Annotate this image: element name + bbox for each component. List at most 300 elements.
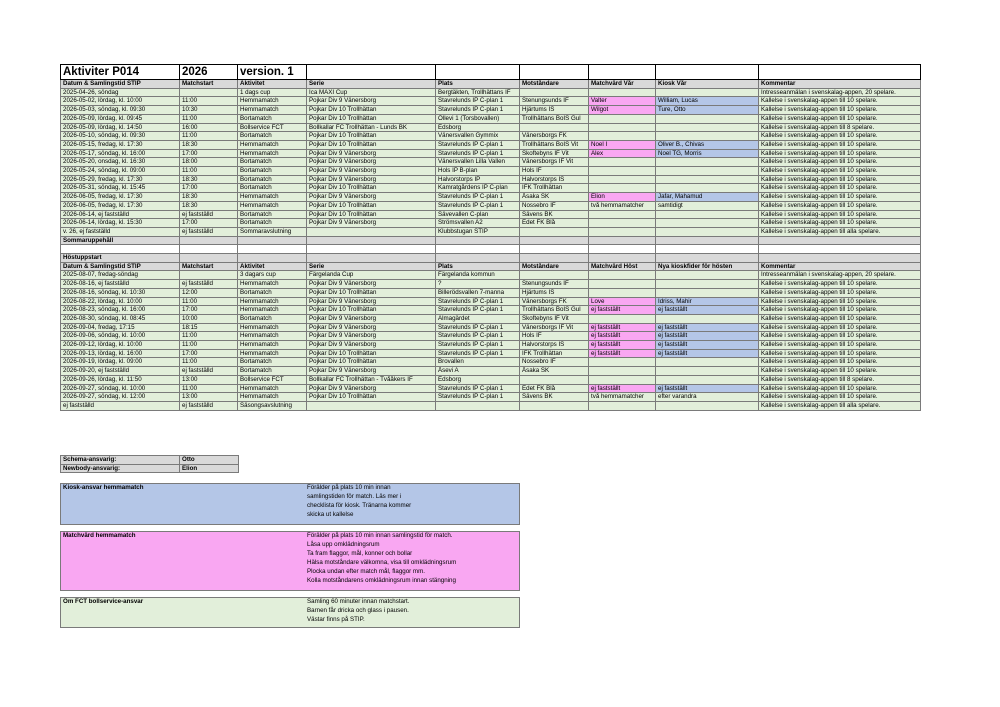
venue-cell: ? [436,280,520,289]
empty-cell [61,245,180,254]
comment-cell: Kallelse i svenskalag-appen till alla spelare. [759,227,921,236]
series-cell: Pojkar Div 10 Trollhättan [307,393,436,402]
date-cell: 2026-05-31, söndag, kl. 15:45 [61,184,180,193]
column-header: Kommentar [759,80,921,89]
activity-cell: Hemmamatch [238,306,307,315]
matchvard-cell [589,219,656,228]
matchstart-cell: 11:00 [180,341,238,350]
date-cell: 2026-08-16, ej fastställd [61,280,180,289]
matchvard-box-title: Matchvärd hemmamatch [63,532,136,539]
table-row [61,314,921,323]
responsible-row [61,456,239,465]
info-line: checklista för kiosk. Tränarna kommer [307,501,412,509]
opponent-cell: Skoftebyns IF Vit [520,314,589,323]
activity-cell: Hemmamatch [238,349,307,358]
matchstart-cell: ej fastställd [180,280,238,289]
title-cell-empty [436,65,520,80]
kiosk-cell [656,358,759,367]
opponent-cell: Nossebro IF [520,358,589,367]
table-row [61,384,921,393]
table-row [61,271,921,280]
opponent-cell: Hols IF [520,332,589,341]
activity-cell: Hemmamatch [238,323,307,332]
table-row [61,219,921,228]
matchstart-cell: 10:30 [180,106,238,115]
matchvard-cell: två hemmamatcher [589,393,656,402]
matchstart-cell: 13:00 [180,393,238,402]
summer-break-row [61,236,921,245]
opponent-cell: Halvorstorps IS [520,341,589,350]
activity-cell: Bortamatch [238,367,307,376]
table-row [61,297,921,306]
kiosk-cell [656,219,759,228]
comment-cell: Kallelse i svenskalag-appen till 8 spelare. [759,375,921,384]
venue-cell: Stavrelunds IP C-plan 1 [436,201,520,210]
kiosk-cell [656,88,759,97]
venue-cell: Bergtäkten, Trollhättans IF [436,88,520,97]
empty-cell [589,236,656,245]
venue-cell: Stavrelunds IP C-plan 1 [436,193,520,202]
date-cell: 2026-08-22, lördag, kl. 10:00 [61,297,180,306]
table-row [61,88,921,97]
table-row [61,402,921,411]
kiosk-cell [656,402,759,411]
matchvard-cell [589,288,656,297]
venue-cell: Edsborg [436,375,520,384]
table-row [61,193,921,202]
activity-cell: Bortamatch [238,114,307,123]
comment-cell: Kallelse i svenskalag-appen till 10 spelare. [759,97,921,106]
info-line: Förälder på plats 10 min innan samlingstid för match. [307,532,453,539]
title-cell-empty [589,65,656,80]
comment-cell: Kallelse i svenskalag-appen till 10 spelare. [759,280,921,289]
table-row [61,210,921,219]
date-cell: 2026-05-20, onsdag, kl. 16:30 [61,158,180,167]
sheet-year: 2026 [180,65,238,80]
activity-cell: Hemmamatch [238,332,307,341]
opponent-cell: Nossebro IF [520,201,589,210]
activity-cell: Hemmamatch [238,140,307,149]
activity-cell: Bortamatch [238,210,307,219]
table-row [61,201,921,210]
matchstart-cell: 11:00 [180,167,238,176]
series-cell: Pojkar Div 9 Vänersborg [307,332,436,341]
matchstart-cell: ej fastställd [180,210,238,219]
series-cell: Pojkar Div 9 Vänersborg [307,384,436,393]
matchvard-cell: ej fastställt [589,341,656,350]
matchstart-cell [180,88,238,97]
matchstart-cell: 16:00 [180,123,238,132]
matchstart-cell: 17:00 [180,149,238,158]
matchvard-cell: ej fastställt [589,332,656,341]
matchvard-info-box [60,531,520,591]
venue-cell: Stavrelunds IP C-plan 1 [436,306,520,315]
activity-cell: Bortamatch [238,184,307,193]
matchvard-cell [589,175,656,184]
kiosk-cell: Jafar, Mahamud [656,193,759,202]
responsible-row [61,464,239,473]
opponent-cell: Skoftebyns IF Vit [520,149,589,158]
matchstart-cell: 17:00 [180,219,238,228]
matchvard-cell [589,375,656,384]
kiosk-cell [656,210,759,219]
series-cell: Pojkar Div 10 Trollhättan [307,210,436,219]
opponent-cell: Edet FK Blå [520,384,589,393]
responsible-name: Elion [180,464,239,473]
opponent-cell [520,375,589,384]
matchvard-cell [589,132,656,141]
kiosk-cell [656,167,759,176]
sheet-title: Aktiviter P014 [61,65,180,80]
activity-cell: Hemmamatch [238,97,307,106]
matchstart-cell: 11:00 [180,384,238,393]
column-header: Datum & Samlingstid STIP [61,80,180,89]
venue-cell: Stavrelunds IP C-plan 1 [436,106,520,115]
comment-cell: Kallelse i svenskalag-appen till 10 spelare. [759,132,921,141]
info-line: Förälder på plats 10 min innan [307,484,391,491]
matchvard-cell: Noel I [589,140,656,149]
opponent-cell: IFK Trollhättan [520,184,589,193]
column-header: Serie [307,262,436,271]
date-cell: 2026-05-02, lördag, kl. 10:00 [61,97,180,106]
date-cell: 2026-09-13, lördag, kl. 16:00 [61,349,180,358]
info-line: Låsa upp omklädningsrum [307,540,380,548]
venue-cell: Billerödsvallen 7-manna [436,288,520,297]
empty-cell [520,236,589,245]
matchvard-cell: två hemmamatcher [589,201,656,210]
activity-cell: Hemmamatch [238,193,307,202]
matchstart-cell: 18:15 [180,323,238,332]
opponent-cell [520,123,589,132]
kiosk-cell [656,184,759,193]
activity-cell: Hemmamatch [238,297,307,306]
table-row [61,375,921,384]
table-row [61,149,921,158]
matchstart-cell: 11:00 [180,114,238,123]
opponent-cell: Åsaka SK [520,367,589,376]
table-row [61,227,921,236]
venue-cell: Stavrelunds IP C-plan 1 [436,393,520,402]
venue-cell: Färgelanda kommun [436,271,520,280]
date-cell: 2026-09-20, ej fastställd [61,367,180,376]
series-cell: Pojkar Div 9 Vänersborg [307,367,436,376]
matchvard-cell [589,280,656,289]
series-cell [307,402,436,411]
activity-cell: Säsongsavslutning [238,402,307,411]
date-cell: ej fastställd [61,402,180,411]
venue-cell: Brovallen [436,358,520,367]
opponent-cell: Stenungsunds IF [520,97,589,106]
activity-cell: Hemmamatch [238,280,307,289]
kiosk-cell [656,280,759,289]
responsibles-table [60,455,239,473]
info-line: Kolla motståndarens omklädningsrum innan stängning [307,576,456,584]
opponent-cell: Åsaka SK [520,193,589,202]
summer-break-label: Sommaruppehåll [61,236,180,245]
matchvard-cell [589,271,656,280]
series-cell: Pojkar Div 10 Trollhättan [307,288,436,297]
empty-cell [238,236,307,245]
matchvard-cell [589,167,656,176]
matchvard-cell: Valter [589,97,656,106]
matchvard-cell: ej fastställt [589,323,656,332]
activity-cell: Bortamatch [238,219,307,228]
kiosk-cell [656,158,759,167]
date-cell: 2026-05-10, söndag, kl. 09:30 [61,132,180,141]
kiosk-cell: Idriss, Mahir [656,297,759,306]
matchstart-cell: ej fastställd [180,367,238,376]
matchvard-cell: ej fastställt [589,306,656,315]
sheet-version: version. 1 [238,65,307,80]
comment-cell: Kallelse i svenskalag-appen till 10 spelare. [759,288,921,297]
matchvard-cell [589,88,656,97]
date-cell: 2026-06-05, fredag, kl. 17:30 [61,201,180,210]
empty-cell [238,245,307,254]
matchvard-cell: ej fastställt [589,349,656,358]
empty-cell [307,245,436,254]
series-cell: Färgelanda Cup [307,271,436,280]
date-cell: 2026-06-14, lördag, kl. 15:30 [61,219,180,228]
column-header: Matchstart [180,262,238,271]
series-cell: Pojkar Div 9 Vänersborg [307,280,436,289]
venue-cell: Halvorstorps IP [436,175,520,184]
series-cell: Pojkar Div 10 Trollhättan [307,106,436,115]
activity-cell: Bortamatch [238,132,307,141]
activity-cell: Bortamatch [238,167,307,176]
table-row [61,175,921,184]
activity-cell: Bortamatch [238,288,307,297]
kiosk-cell: William, Lucas [656,97,759,106]
empty-cell [307,236,436,245]
date-cell: 2026-09-12, lördag, kl. 10:00 [61,341,180,350]
activity-cell: Hemmamatch [238,341,307,350]
series-cell: Pojkar Div 9 Vänersborg [307,314,436,323]
opponent-cell: Hjärtums IS [520,106,589,115]
activity-cell: Bortamatch [238,175,307,184]
kiosk-cell: ej fastställt [656,306,759,315]
empty-cell [759,254,921,263]
column-header: Matchvärd Vår [589,80,656,89]
kiosk-cell: Noel TG, Morris [656,149,759,158]
opponent-cell [520,227,589,236]
activity-cell: Hemmamatch [238,106,307,115]
venue-cell: Stavrelunds IP C-plan 1 [436,341,520,350]
matchstart-cell: 11:00 [180,297,238,306]
comment-cell: Kallelse i svenskalag-appen till 10 spelare. [759,219,921,228]
series-cell: Pojkar Div 10 Trollhättan [307,140,436,149]
comment-cell: Kallelse i svenskalag-appen till 10 spelare. [759,140,921,149]
venue-cell: Stavrelunds IP C-plan 1 [436,323,520,332]
series-cell: Pojkar Div 9 Vänersborg [307,193,436,202]
matchstart-cell: 18:00 [180,158,238,167]
comment-cell: Kallelse i svenskalag-appen till 10 spelare. [759,306,921,315]
comment-cell: Kallelse i svenskalag-appen till 10 spelare. [759,114,921,123]
date-cell: 2026-05-29, fredag, kl. 17:30 [61,175,180,184]
series-cell: Pojkar Div 9 Vänersborg [307,167,436,176]
venue-cell: Åsevi A [436,367,520,376]
table-row [61,358,921,367]
date-cell: 2026-08-16, söndag, kl. 10:30 [61,288,180,297]
opponent-cell: Edet FK Blå [520,219,589,228]
kiosk-cell: ej fastställt [656,332,759,341]
comment-cell: Kallelse i svenskalag-appen till 10 spelare. [759,358,921,367]
comment-cell: Kallelse i svenskalag-appen till 10 spelare. [759,314,921,323]
date-cell: 2026-09-06, söndag, kl. 10:00 [61,332,180,341]
matchvard-cell: Alex [589,149,656,158]
comment-cell: Kallelse i svenskalag-appen till 10 spelare. [759,210,921,219]
series-cell: Pojkar Div 9 Vänersborg [307,158,436,167]
date-cell: 2026-05-24, söndag, kl. 09:00 [61,167,180,176]
series-cell: Pojkar Div 9 Vänersborg [307,97,436,106]
matchstart-cell: 17:00 [180,349,238,358]
venue-cell: Stavrelunds IP C-plan 1 [436,140,520,149]
bollservice-box-title: Om FCT bollservice-ansvar [63,598,144,605]
column-header: Kiosk Vår [656,80,759,89]
date-cell: 2026-09-27, söndag, kl. 10:00 [61,384,180,393]
series-cell: Pojkar Div 10 Trollhättan [307,358,436,367]
series-cell: Pojkar Div 9 Vänersborg [307,219,436,228]
date-cell: v. 26, ej fastställd [61,227,180,236]
comment-cell: Kallelse i svenskalag-appen till 10 spelare. [759,323,921,332]
kiosk-cell: efter varandra [656,393,759,402]
opponent-cell: IFK Trollhättan [520,349,589,358]
column-header: Matchvärd Höst [589,262,656,271]
matchstart-cell: 11:00 [180,132,238,141]
date-cell: 2025-04-26, söndag [61,88,180,97]
activity-sheet [60,64,921,411]
table-header-row [61,262,921,271]
table-row [61,114,921,123]
comment-cell: Kallelse i svenskalag-appen till 10 spelare. [759,184,921,193]
comment-cell: Kallelse i svenskalag-appen till 10 spelare. [759,384,921,393]
empty-cell [520,254,589,263]
venue-cell: Strömsvallen A2 [436,219,520,228]
kiosk-cell: Ture, Otto [656,106,759,115]
date-cell: 2026-09-26, lördag, kl. 11:50 [61,375,180,384]
empty-cell [589,245,656,254]
date-cell: 2026-05-15, fredag, kl. 17:30 [61,140,180,149]
bollservice-box-lines [307,598,410,625]
column-header: Plats [436,262,520,271]
opponent-cell: Sävens BK [520,393,589,402]
kiosk-cell [656,375,759,384]
column-header: Plats [436,80,520,89]
info-line: Barnen får dricka och glass i pausen. [307,606,409,614]
venue-cell: Klubbstugan STIP [436,227,520,236]
series-cell: Pojkar Div 10 Trollhättan [307,114,436,123]
empty-cell [307,254,436,263]
comment-cell: Kallelse i svenskalag-appen till 10 spelare. [759,367,921,376]
opponent-cell: Vänersborgs IF Vit [520,323,589,332]
matchvard-cell [589,314,656,323]
table-row [61,280,921,289]
comment-cell: Kallelse i svenskalag-appen till 8 spelare. [759,123,921,132]
kiosk-cell: ej fastställt [656,384,759,393]
matchvard-cell [589,210,656,219]
date-cell: 2026-05-09, lördag, kl. 14:50 [61,123,180,132]
matchvard-cell [589,358,656,367]
venue-cell: Kamratgårdens IP C-plan [436,184,520,193]
date-cell: 2026-06-05, fredag, kl. 17:30 [61,193,180,202]
series-cell: Pojkar Div 9 Vänersborg [307,149,436,158]
matchstart-cell: 10:00 [180,314,238,323]
date-cell: 2025-08-07, fredag-söndag [61,271,180,280]
kiosk-cell [656,123,759,132]
activity-cell: 1 dags cup [238,88,307,97]
kiosk-cell: ej fastställt [656,323,759,332]
empty-cell [436,236,520,245]
kiosk-cell [656,367,759,376]
kiosk-box-title: Kiosk-ansvar hemmamatch [63,484,144,491]
title-cell-empty [307,65,436,80]
comment-cell: Kallelse i svenskalag-appen till 10 spelare. [759,349,921,358]
venue-cell: Hols IP B-plan [436,167,520,176]
matchstart-cell: 18:30 [180,140,238,149]
matchstart-cell: 17:00 [180,184,238,193]
empty-cell [436,245,520,254]
title-row [61,65,921,80]
venue-cell: Almagärdet [436,314,520,323]
kiosk-cell [656,227,759,236]
venue-cell: Vänersvallen Lilla Vallen [436,158,520,167]
empty-cell [656,254,759,263]
activity-cell: Hemmamatch [238,201,307,210]
matchstart-cell: 13:00 [180,375,238,384]
table-row [61,167,921,176]
comment-cell: Intresseanmälan i svenskalag-appen, 20 spelare. [759,88,921,97]
column-header: Datum & Samlingstid STIP [61,262,180,271]
column-header: Matchstart [180,80,238,89]
info-line: Ta fram flaggor, mål, konner och bollar [307,549,413,557]
kiosk-cell: ej fastställt [656,349,759,358]
matchstart-cell: ej fastställd [180,402,238,411]
activity-cell: Bortamatch [238,158,307,167]
activity-cell: Bollservice FCT [238,123,307,132]
comment-cell: Kallelse i svenskalag-appen till 10 spelare. [759,149,921,158]
venue-cell: Stavrelunds IP C-plan 1 [436,349,520,358]
opponent-cell: Trollhättans BoIS Gul [520,114,589,123]
matchvard-cell [589,114,656,123]
venue-cell: Stavrelunds IP C-plan 1 [436,384,520,393]
info-line: Västar finns på STIP. [307,615,365,623]
table-row [61,106,921,115]
table-row [61,332,921,341]
table-row [61,123,921,132]
responsible-name: Otto [180,456,239,465]
empty-cell [759,245,921,254]
matchstart-cell: 11:00 [180,332,238,341]
matchstart-cell: 18:30 [180,175,238,184]
date-cell: 2026-06-14, ej fastställd [61,210,180,219]
series-cell: Bollkallar FC Trollhättan - Tvååkers IF [307,375,436,384]
matchstart-cell: ej fastställd [180,227,238,236]
activity-cell: Bortamatch [238,314,307,323]
opponent-cell [520,271,589,280]
spacer-row [61,245,921,254]
date-cell: 2026-05-03, söndag, kl. 09:30 [61,106,180,115]
responsible-label: Schema-ansvarig: [61,456,180,465]
date-cell: 2026-09-04, fredag, 17:15 [61,323,180,332]
activity-cell: Bollservice FCT [238,375,307,384]
info-line: Samling 60 minuter innan matchstart. [307,598,410,605]
column-header: Motståndare [520,262,589,271]
opponent-cell: Trollhättans BoIS Gul [520,306,589,315]
kiosk-cell [656,271,759,280]
comment-cell: Kallelse i svenskalag-appen till 10 spelare. [759,201,921,210]
venue-cell: Vänersvallen Gymmix [436,132,520,141]
venue-cell: Stavrelunds IP C-plan 1 [436,297,520,306]
opponent-cell [520,88,589,97]
